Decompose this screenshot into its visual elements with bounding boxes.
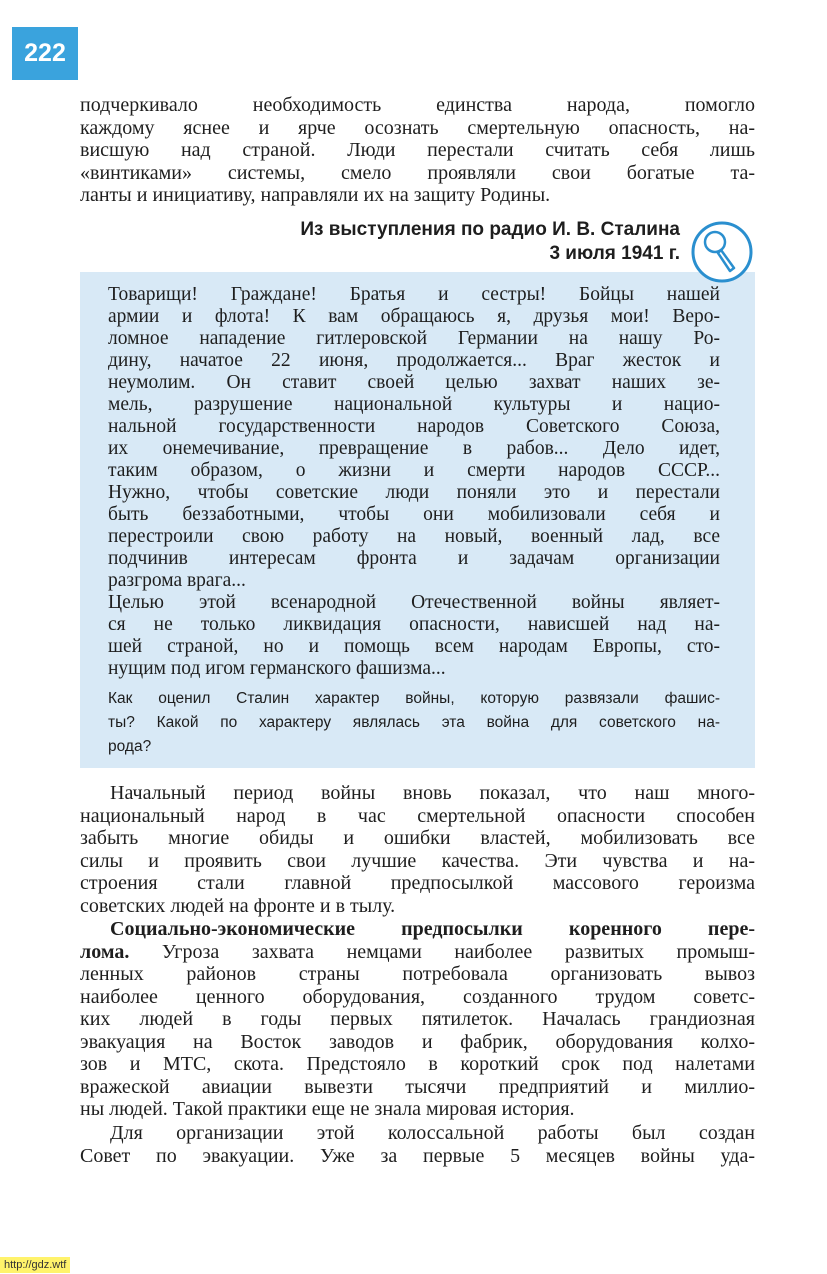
quote-line: ся не только ликвидация опасности, нависшей над на- [108,614,720,635]
quote-line: ломное нападение гитлеровской Германии на нашу Ро- [108,328,720,349]
text-line: ленных районов страны потребовала организовать вывоз [80,963,755,985]
quote-line: неумолим. Он ставит своей целью захват наших зе- [108,372,720,393]
source-heading [300,218,680,266]
quote-line: мель, разрушение национальной культуры и нацио- [108,394,720,415]
paragraph-2 [80,918,755,1121]
text-line: силы и проявить свои лучшие качества. Эти чувства и на- [80,849,755,872]
text-span: Угроза захвата немцами наиболее развитых промыш- [129,940,755,963]
section-heading: Социально-экономические предпосылки коренного пере- [110,918,755,940]
text-line: Совет по эвакуации. Уже за первые 5 месяцев войны уда- [80,1144,755,1167]
quote-line: нальной государственности народов Советского Союза, [108,416,720,437]
text-line [80,941,755,964]
source-line-2: 3 июля 1941 г. [549,243,680,264]
paragraph-3 [80,1122,755,1167]
quote-line: армии и флота! К вам обращаюсь я, друзья мои! Веро- [108,306,720,327]
text-line: Для организации этой колоссальной работы был создан [110,1122,755,1144]
question-line: Как оценил Сталин характер войны, которую развязали фашис- [108,690,720,707]
text-line: национальный народ в час смертельной опасности способен [80,804,755,827]
quote-line: перестроили свою работу на новый, военный лад, все [108,526,720,547]
quote-line: быть беззаботными, чтобы они мобилизовали себя и [108,504,720,525]
text-line: строения стали главной предпосылкой массового героизма [80,872,755,894]
text-line: ланты и инициативу, направляли их на защиту Родины. [80,184,551,206]
text-line: наиболее ценного оборудования, созданного трудом советс- [80,985,755,1008]
quote-line: Нужно, чтобы советские люди поняли это и перестали [108,482,720,503]
text-line: каждому яснее и ярче осознать смертельную опасность, на- [80,116,755,139]
text-line: вражеской авиации вывезти тысячи предприятий и миллио- [80,1075,755,1098]
quote-line: нущим под игом германского фашизма... [108,658,446,679]
quote-line: дину, начатое 22 июня, продолжается... Враг жесток и [108,350,720,371]
intro-paragraph [80,94,755,207]
text-line: «винтиками» системы, смело проявляли свои богатые та- [80,161,755,184]
text-line: эвакуация на Восток заводов и фабрик, оборудования колхо- [80,1030,755,1053]
paragraph-1 [80,782,755,917]
magnifier-icon [690,220,754,284]
quote-line: Целью этой всенародной Отечественной войны являет- [108,592,720,613]
quote-line: их онемечивание, превращение в рабов... Дело идет, [108,438,720,459]
question-line: рода? [108,738,152,755]
page-number: 222 [12,27,78,80]
quote-text [108,284,720,680]
quote-line: подчинив интересам фронта и задачам организации [108,548,720,569]
quote-line: разгрома врага... [108,570,246,591]
text-line: ких людей в годы первых пятилеток. Началась грандиозная [80,1008,755,1030]
text-line: ны людей. Такой практики еще не знала мировая история. [80,1098,575,1120]
text-line: зов и МТС, скота. Предстояло в короткий срок под налетами [80,1053,755,1075]
question-line: ты? Какой по характеру являлась эта война для советского на- [108,714,720,731]
section-heading-end: лома. [80,940,130,963]
quote-line: Товарищи! Граждане! Братья и сестры! Бойцы нашей [108,284,720,305]
text-line: забыть многие обиды и ошибки властей, мобилизовать все [80,827,755,849]
quote-line: таким образом, о жизни и смерти народов СССР... [108,460,720,481]
source-line-1: Из выступления по радио И. В. Сталина [300,219,680,240]
text-line: Начальный период войны вновь показал, что наш много- [110,782,755,804]
text-line: висшую над страной. Люди перестали считать себя лишь [80,139,755,161]
text-line: советских людей на фронте и в тылу. [80,894,396,917]
quote-line: шей страной, но и помощь всем народам Европы, сто- [108,636,720,657]
text-line: подчеркивало необходимость единства народа, помогло [80,94,755,116]
watermark: http://gdz.wtf [0,1257,70,1273]
question [108,687,720,759]
quote-box [80,272,755,768]
